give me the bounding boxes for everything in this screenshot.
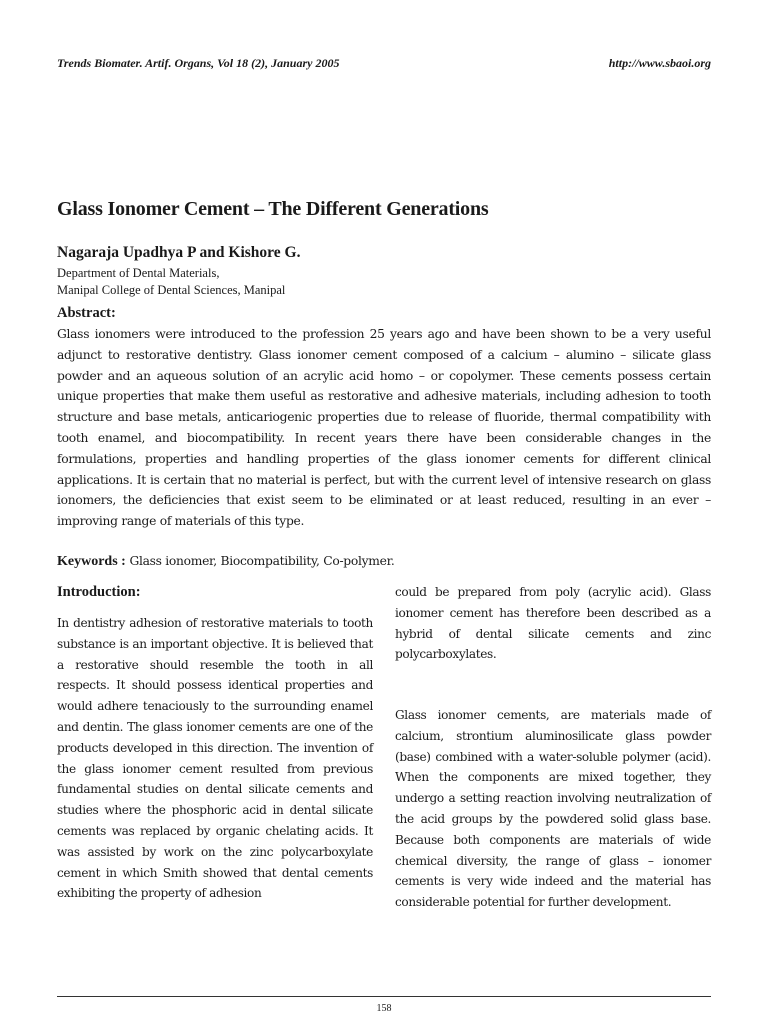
abstract-heading: Abstract: bbox=[57, 305, 116, 321]
running-header bbox=[57, 56, 711, 71]
abstract-text: Glass ionomers were introduced to the profession 25 years ago and have been shown to be a very useful adjunct to restorative dentistry. Glass ionomer cement composed of a calcium – alumino – silicate glass powder and an aqueous solution of an acrylic acid homo – or copolymer. These cements possess certain unique properties that make them useful as restorative and adhesive materials, including adhesion to tooth structure and base metals, anticariogenic properties due to release of fluoride, thermal compatibility with tooth enamel, and biocompatibility. In recent years there have been considerable changes in the formulations, properties and handling properties of the glass ionomer cements for different clinical applications. It is certain that no material is perfect, but with the current level of intensive research on glass ionomers, the deficiencies that exist seem to be eliminated or at least reduced, resulting in an ever – improving range of materials of this type. bbox=[57, 327, 711, 529]
affiliation-line-1: Department of Dental Materials, bbox=[57, 266, 220, 280]
keywords-line bbox=[57, 554, 394, 570]
introduction-paragraph-2: Glass ionomer cements, are materials made of calcium, strontium aluminosilicate glass powder (base) combined with a water-soluble polymer (acid). When the components are mixed together, they undergo a setting reaction involving neutralization of the acid groups by the powdered solid glass base. Because both components are materials of wide chemical diversity, the range of glass – ionomer cements is very wide indeed and the material has considerable potential for further development. bbox=[395, 708, 711, 910]
journal-citation: Trends Biomater. Artif. Organs, Vol 18 (2), January 2005 bbox=[57, 56, 340, 70]
affiliation-line-2: Manipal College of Dental Sciences, Manipal bbox=[57, 283, 286, 297]
introduction-heading: Introduction: bbox=[57, 584, 141, 600]
article-authors: Nagaraja Upadhya P and Kishore G. bbox=[57, 244, 301, 261]
keywords-label: Keywords : bbox=[57, 554, 126, 569]
article-title: Glass Ionomer Cement – The Different Generations bbox=[57, 198, 489, 220]
author-affiliation bbox=[57, 265, 285, 299]
footer-divider bbox=[57, 996, 711, 997]
introduction-paragraph-1: In dentistry adhesion of restorative materials to tooth substance is an important objective. It is believed that a restorative should resemble the tooth in all respects. It should possess identical properties and would adhere tenaciously to the surrounding enamel and dentin. The glass ionomer cements are one of the products developed in this direction. The invention of the glass ionomer cement resulted from previous fundamental studies on dental silicate cements and studies where the phosphoric acid in dental silicate cements was replaced by organic chelating acids. It was assisted by work on the zinc polycarboxylate cement in which Smith showed that dental cements exhibiting the property of adhesion bbox=[57, 616, 373, 901]
page-number: 158 bbox=[376, 1003, 392, 1014]
journal-url[interactable]: http://www.sbaoi.org bbox=[608, 56, 711, 70]
keywords-text: Glass ionomer, Biocompatibility, Co-polymer. bbox=[129, 554, 395, 568]
introduction-paragraph-1-continued: could be prepared from poly (acrylic acid). Glass ionomer cement has therefore been described as a hybrid of dental silicate cements and zinc polycarboxylates. bbox=[395, 585, 711, 662]
